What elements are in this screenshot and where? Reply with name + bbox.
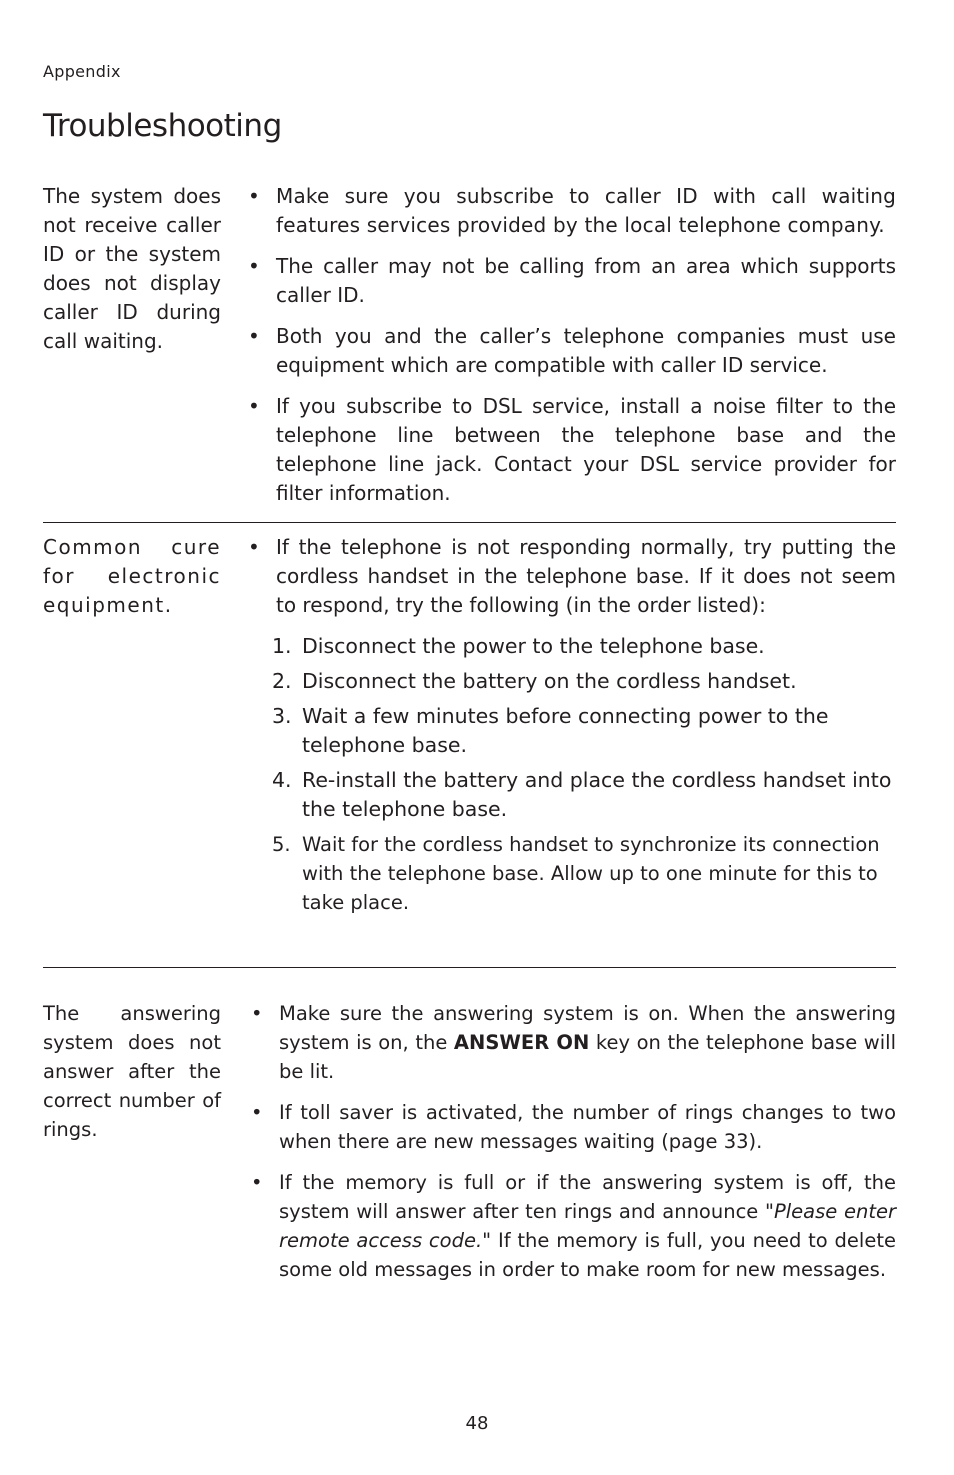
step-item <box>248 766 896 824</box>
step-number: 1. <box>272 634 292 658</box>
step-item <box>248 632 896 661</box>
solution-item <box>251 999 896 1086</box>
solution-item <box>248 252 896 310</box>
solution-list <box>251 999 896 1296</box>
bullet-glyph: • <box>248 394 260 418</box>
problem-label: The system does not receive caller ID or the system does not display caller ID during call waiting. <box>43 184 221 353</box>
row-divider <box>43 522 896 523</box>
solution-text: Both you and the caller’s telephone companies must use equipment which are compatible with caller ID service. <box>276 324 896 377</box>
step-item <box>248 830 896 917</box>
answer-on-key-label: ANSWER ON <box>453 1031 590 1054</box>
step-number: 4. <box>272 768 292 792</box>
section-label: Appendix <box>43 62 121 81</box>
announcement-quote: "Please enter remote access code." <box>279 1200 896 1252</box>
solution-item <box>248 392 896 508</box>
bullet-glyph: • <box>251 1101 263 1124</box>
solution-text: If the memory is full or if the answering system is off, the system will answer after ten rings and announce <box>279 1171 896 1223</box>
solution-text: Make sure the answering system is on. When the answering system is on, the <box>279 1002 896 1054</box>
solution-text: If toll saver is activated, the number of rings changes to two when there are new messages waiting (page 33). <box>279 1101 896 1153</box>
step-number: 3. <box>272 704 292 728</box>
step-item <box>248 702 896 760</box>
solution-list <box>248 182 896 520</box>
step-text: Wait a few minutes before connecting power to the telephone base. <box>302 704 829 757</box>
step-text: Disconnect the battery on the cordless handset. <box>302 669 797 693</box>
bullet-glyph: • <box>248 254 260 278</box>
bullet-glyph: • <box>248 184 260 208</box>
step-text: Disconnect the power to the telephone base. <box>302 634 765 658</box>
page-title: Troubleshooting <box>43 108 282 144</box>
solution-item <box>251 1168 896 1284</box>
steps-list <box>248 632 896 917</box>
bullet-glyph: • <box>251 1002 263 1025</box>
step-number: 2. <box>272 669 292 693</box>
problem-label: Common cure for electronic equipment. <box>43 535 221 617</box>
solution-text: key on the telephone base will be lit. <box>279 1031 896 1083</box>
solution-text: If you subscribe to DSL service, install a noise filter to the telephone line between the telephone base and the telephone line jack. Contact your DSL service provider for filter information. <box>276 394 896 505</box>
solution-text: The caller may not be calling from an area which supports caller ID. <box>276 254 896 307</box>
bullet-glyph: • <box>248 324 260 348</box>
step-item <box>248 667 896 696</box>
step-text: Re-install the battery and place the cordless handset into the telephone base. <box>302 768 892 821</box>
bullet-glyph: • <box>251 1171 263 1194</box>
row-divider <box>43 967 896 968</box>
solution-item <box>248 533 896 620</box>
step-text: Wait for the cordless handset to synchronize its connection with the telephone base. Allow up to one minute for this to take place. <box>302 833 880 914</box>
solution-text: Make sure you subscribe to caller ID with call waiting features services provided by the local telephone company. <box>276 184 896 237</box>
solution-list <box>248 533 896 923</box>
solution-item <box>251 1098 896 1156</box>
bullet-glyph: • <box>248 535 260 559</box>
step-number: 5. <box>272 833 291 856</box>
page-number: 48 <box>465 1413 489 1434</box>
solution-text: If the telephone is not responding normally, try putting the cordless handset in the telephone base. If it does not seem to respond, try the following (in the order listed): <box>276 535 896 617</box>
problem-label: The answering system does not answer after the correct number of rings. <box>43 1002 221 1141</box>
solution-item <box>248 182 896 240</box>
solution-item <box>248 322 896 380</box>
solution-text: If the memory is full, you need to delete some old messages in order to make room for new messages. <box>279 1229 896 1281</box>
